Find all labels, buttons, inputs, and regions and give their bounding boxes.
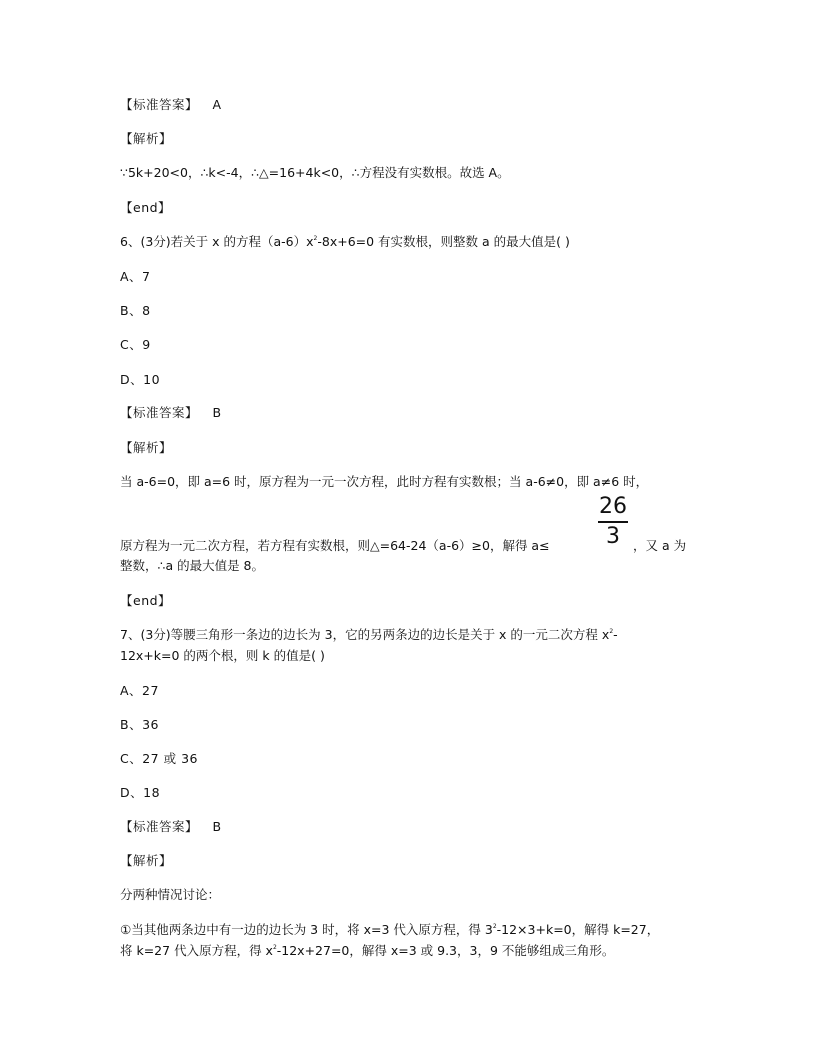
q5-analysis-text: ∵5k+20<0，∴k<-4，∴△=16+4k<0，∴方程没有实数根。故选 A。: [120, 165, 510, 180]
q7-stem-line1: [120, 627, 618, 643]
q7-option-c: C、27 或 36: [120, 751, 198, 766]
fraction-26-over-3: [598, 494, 628, 549]
q7-stem-exponent: 2: [609, 628, 614, 635]
q5-end-label: 【end】: [120, 200, 172, 215]
answer-value: B: [212, 819, 222, 834]
q7-option-b: B、36: [120, 717, 159, 732]
q7-stem-part1: 7、(3分)等腰三角形一条边的边长为 3，它的另两条边的边长是关于 x 的一元二次方程 x: [120, 627, 610, 642]
q7-case1-line2-exponent: 2: [272, 944, 277, 951]
q7-answer-line: [120, 819, 222, 835]
q6-option-b: B、8: [120, 303, 151, 318]
q6-analysis-line2-part2: ，又 a 为: [633, 538, 687, 553]
q6-analysis-line2: [120, 538, 550, 554]
q5-analysis-label: 【解析】: [120, 131, 173, 146]
q7-case1-line1-exponent: 2: [492, 923, 497, 930]
q7-case1-line1-part1: ①当其他两条边中有一边的边长为 3 时，将 x=3 代入原方程，得 3: [120, 922, 493, 937]
fraction-numerator: 26: [599, 494, 627, 519]
answer-label: 【标准答案】: [120, 97, 199, 112]
q7-case1-line2-part1: 将 k=27 代入原方程，得 x: [120, 943, 273, 958]
q7-stem-part2: -: [613, 627, 618, 642]
answer-label: 【标准答案】: [120, 819, 199, 834]
q6-option-c: C、9: [120, 337, 151, 352]
q7-option-a: A、27: [120, 683, 159, 698]
fraction-bar: [598, 521, 628, 523]
q5-answer-line: [120, 97, 222, 113]
q7-case1-line2-part2: -12x+27=0，解得 x=3 或 9.3，3，9 不能够组成三角形。: [276, 943, 615, 958]
q6-option-d: D、10: [120, 372, 161, 387]
q6-stem-part2: -8x+6=0 有实数根，则整数 a 的最大值是( ): [317, 234, 570, 249]
q7-analysis-intro: 分两种情况讨论：: [120, 887, 221, 902]
q6-stem-exponent: 2: [313, 235, 318, 242]
q7-stem-line2: 12x+k=0 的两个根，则 k 的值是( ): [120, 648, 325, 663]
q7-analysis-label: 【解析】: [120, 853, 173, 868]
answer-label: 【标准答案】: [120, 405, 199, 420]
q6-end-label: 【end】: [120, 593, 172, 608]
q6-analysis-label: 【解析】: [120, 440, 173, 455]
q7-case1-line2: [120, 943, 614, 959]
answer-value: B: [212, 405, 222, 420]
q6-answer-line: [120, 405, 222, 421]
q6-analysis-line3: 整数，∴a 的最大值是 8。: [120, 558, 265, 573]
q7-option-d: D、18: [120, 785, 161, 800]
q6-analysis-line2-part1: 原方程为一元二次方程，若方程有实数根，则△=64-24（a-6）≥0，解得 a≤: [120, 538, 550, 553]
answer-value: A: [212, 97, 222, 112]
q7-case1-line1-part2: -12×3+k=0，解得 k=27，: [496, 922, 660, 937]
q6-stem: [120, 234, 570, 250]
q6-stem-part1: 6、(3分)若关于 x 的方程（a-6）x: [120, 234, 314, 249]
q7-case1-line1: [120, 922, 659, 938]
q6-option-a: A、7: [120, 269, 151, 284]
q6-analysis-line1: 当 a-6=0，即 a=6 时，原方程为一元一次方程，此时方程有实数根；当 a-6≠0，即 a≠6 时，: [120, 474, 649, 489]
fraction-denominator: 3: [606, 523, 620, 549]
